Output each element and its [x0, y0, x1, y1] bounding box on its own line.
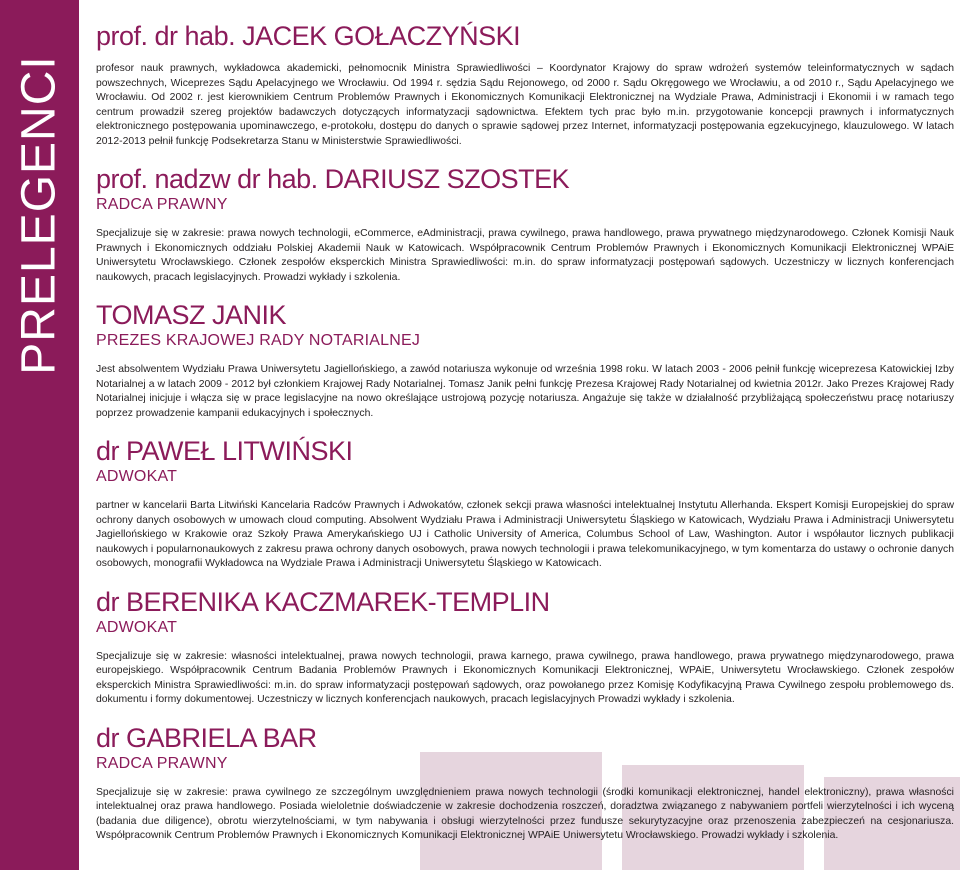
speaker-name: dr PAWEŁ LITWIŃSKI [96, 436, 353, 466]
speaker-bio: Specjalizuje się w zakresie: prawa cywilnego ze szczególnym uwzględnieniem prawa nowych technologii (środki komunikacji elektronicznej, handel elektroniczny), prawa własności intelektualnej oraz prawa handlowego. Posiada wieloletnie doświadczenie w zakresie dochodzenia roszczeń, doradztwa związanego z nabywaniem portfeli wierzytelności i ich wyceną (badania due diligence), obrotu wierzytelnościami, w tym nabywania i obsługi wierzytelności przez fundusze sekurytyzacyjne oraz przenoszenia zabezpieczeń na cesjonariusza. Współpracownik Centrum Problemów Prawnych i Ekonomicznych Komunikacji Elektronicznej WPAiE Uniwersytetu Wrocławskiego. Prowadzi wykłady i szkolenia. [96, 786, 954, 841]
speaker-role: RADCA PRAWNY [96, 754, 228, 772]
speaker-entry [96, 299, 954, 421]
speaker-name: prof. nadzw dr hab. DARIUSZ SZOSTEK [96, 164, 570, 194]
speaker-name: dr GABRIELA BAR [96, 722, 317, 753]
speaker-entry [96, 435, 954, 572]
speaker-entry [96, 163, 954, 285]
speakers-list [96, 20, 954, 844]
speaker-role: PREZES KRAJOWEJ RADY NOTARIALNEJ [96, 332, 421, 349]
speaker-role: ADWOKAT [96, 618, 178, 636]
speaker-name: dr BERENIKA KACZMAREK-TEMPLIN [96, 586, 550, 617]
speaker-bio: Jest absolwentem Wydziału Prawa Uniwersytetu Jagiellońskiego, a zawód notariusza wykonuje od września 1998 roku. W latach 2003 - 2006 pełnił funkcję wiceprezesa Katowickiej Izby Notarialnej a w latach 2009 - 2012 był członkiem Krajowej Rady Notarialnej. Tomasz Janik pełni funkcję Prezesa Krajowej Rady Notarialnej od kwietnia 2012r. Jako Prezes Krajowej Rady Notarialnej inicjuje i włącza się w prace legislacyjne na nowo określające ustrojową pozycję notariusza. Angażuje się także w działalność przybliżającą społeczeństwu pracę notariuszy poprzez prowadzenie kampanii edukacyjnych i społecznych. [96, 364, 954, 419]
speaker-bio: partner w kancelarii Barta Litwiński Kancelaria Radców Prawnych i Adwokatów, członek sekcji prawa własności intelektualnej Instytutu Allerhanda. Ekspert Komisji Europejskiej do spraw ochrony danych osobowych w umowach cloud computing. Absolwent Wydziału Prawa i Administracji Uniwersytetu Śląskiego w Katowicach, Wydziału Prawa i Administracji Uniwersytetu Jagiellońskiego w Krakowie oraz Szkoły Prawa Amerykańskiego UJ i Catholic University of America, Columbus School of Law, Washington. Autor i współautor licznych publikacji naukowych i popularnonaukowych z zakresu prawa ochrony danych osobowych, prawa nowych technologii i prawa telekomunikacyjnego, w tym komentarza do ustawy o ochronie danych osobowych, monografii Wykładowca na Wydziale Prawa i Administracji Uniwersytetu Śląskiego w Katowicach. [96, 500, 954, 569]
speaker-name: TOMASZ JANIK [96, 300, 287, 330]
speaker-bio: Specjalizuje się w zakresie: prawa nowych technologii, eCommerce, eAdministracji, prawa cywilnego, prawa handlowego, prawa prywatnego międzynarodowego. Członek Komisji Nauk Prawnych i Ekonomicznych oddziału Polskiej Akademii Nauk w Katowicach. Współpracownik Centrum Problemów Prawnych i Ekonomicznych Komunikacji Elektronicznej WPAiE Uniwersytetu Wrocławskiego. Członek zespołów eksperckich Ministra Sprawiedliwości: m.in. do spraw informatyzacji postępowań sądowych. Uczestniczy w licznych konferencjach naukowych, pracach legislacyjnych. Prowadzi wykłady i szkolenia. [96, 228, 954, 283]
sidebar-title: PRELEGENCI [12, 55, 66, 375]
speaker-role: RADCA PRAWNY [96, 196, 228, 213]
speaker-bio: Specjalizuje się w zakresie: własności intelektualnej, prawa nowych technologii, prawa karnego, prawa cywilnego, prawa handlowego, prawa prywatnego międzynarodowego, prawa europejskiego. Współpracownik Centrum Badania Problemów Prawnych i Ekonomicznych Komunikacji Elektronicznej, WPAiE, Uniwersytetu Wrocławskiego. Członek zespołów eksperckich Ministra Sprawiedliwości: m.in. do spraw informatyzacji postępowań sądowych, oraz powołanego przez Komisję Kodyfikacyjną Prawa Cywilnego zespołu problemowego ds. dokumentu i formy dokumentowej. Uczestniczy w licznych konferencjach naukowych, pracach legislacyjnych Prowadzi wykłady i szkolenia. [96, 650, 954, 705]
speaker-entry [96, 20, 954, 149]
sidebar [0, 0, 79, 870]
speaker-role: ADWOKAT [96, 468, 178, 485]
speaker-entry [96, 722, 954, 844]
speaker-name: prof. dr hab. JACEK GOŁACZYŃSKI [96, 21, 521, 51]
speaker-bio: profesor nauk prawnych, wykładowca akademicki, pełnomocnik Ministra Sprawiedliwości – Koordynator Krajowy do spraw wdrożeń systemów teleinformatycznych w sądach powszechnych, Wiceprezes Sądu Apelacyjnego we Wrocławiu. Od 1994 r. sędzia Sądu Rejonowego, od 2000 r. Sądu Okręgowego we Wrocławiu, a od 2010 r., Sądu Apelacyjnego we Wrocławiu. Od 2002 r. jest kierownikiem Centrum Problemów Prawnych i Ekonomicznych Komunikacji Elektronicznej na Wydziale Prawa, Administracji i Ekonomii i w ramach tego centrum prowadził szereg projektów badawczych dotyczących informatyzacji sądownictwa. Efektem tych prac było m.in. przygotowanie koncepcji prawnych i informatycznych elektronicznego postępowania upominawczego, e-protokołu, dostępu do danych o sprawie sądowej przez Internet, informatyzacji postępowania egzekucyjnego, klauzulowego. W latach 2012-2013 pełnił funkcję Podsekretarza Stanu w Ministerstwie Sprawiedliwości. [96, 63, 954, 147]
speaker-entry [96, 586, 954, 708]
